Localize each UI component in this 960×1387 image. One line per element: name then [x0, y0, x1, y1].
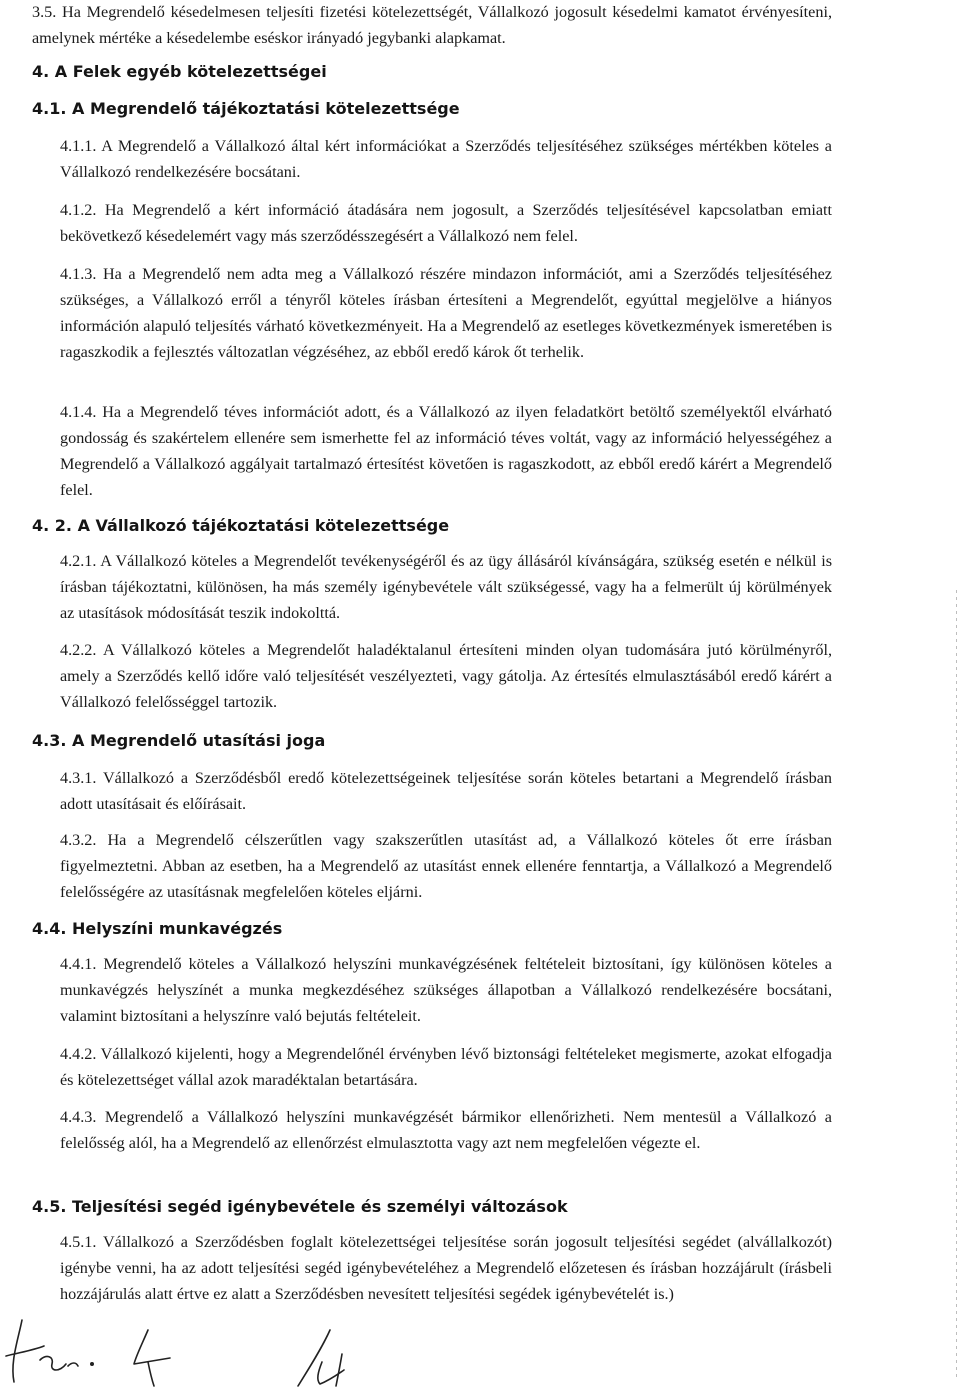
paragraph-4-2-2: 4.2.2. A Vállalkozó köteles a Megrendelőt haladéktalanul értesíteni minden olyan tudomására jutó körülményről, amely a Szerződés kellő időre való teljesítését veszélyezteti, vagy gátolja. Az értesítés elmulasztásából eredő kárért a Vállalkozó felelősséggel tartozik. — [60, 641, 832, 711]
initials-mark — [6, 1320, 93, 1382]
paragraph-4-1-3: 4.1.3. Ha a Megrendelő nem adta meg a Vállalkozó részére mindazon információt, ami a Szerződés teljesítéséhez szükséges, a Vállalkozó erről a tényről köteles írásban értesíteni a Megrendelőt, egyúttal megjelölve a hiányos információn alapuló teljesítés várható következményeit. Ha a Megrendelő az esetleges következmények ismeretében is ragaszkodik a fejlesztés változatlan végzéséhez, az ebből eredő károk őt terhelik. — [60, 265, 832, 361]
paragraph-4-1-1: 4.1.1. A Megrendelő a Vállalkozó által kért információkat a Szerződés teljesítéséhez szükséges mértékben köteles a Vállalkozó rendelkezésére bocsátani. — [60, 137, 832, 181]
heading-4-2: 4. 2. A Vállalkozó tájékoztatási kötelezettsége — [32, 516, 450, 535]
paragraph-4-1-2: 4.1.2. Ha Megrendelő a kért információ átadására nem jogosult, a Szerződés teljesítésével kapcsolatban emiatt bekövetkező késedelemért vagy más szerződésszegésért a Vállalkozó nem felel. — [60, 201, 832, 245]
page-number-4 — [134, 1330, 170, 1386]
paragraph-4-2-1: 4.2.1. A Vállalkozó köteles a Megrendelőt tevékenységéről és az ügy állásáról kívánságára, szükség esetén e nélkül is írásban tájékoztatni, különösen, ha más személy igénybevétele vált szükségessé, vagy ha a felmerült új körülmények az utasítások módosítását teszik indokolttá. — [60, 552, 832, 622]
handwritten-signature — [0, 1300, 420, 1387]
paragraph-4-3-2: 4.3.2. Ha a Megrendelő célszerűtlen vagy szakszerűtlen utasítást ad, a Vállalkozó köteles őt erre írásban figyelmeztetni. Abban az esetben, ha a Megrendelő az utasítást ennek ellenére fenntartja, a Vállalkozó a Megrendelő felelősségére az utasításnak megfelelően köteles eljárni. — [60, 831, 832, 901]
heading-4-5: 4.5. Teljesítési segéd igénybevétele és személyi változások — [32, 1197, 568, 1216]
paragraph-4-1-4: 4.1.4. Ha a Megrendelő téves információt adott, és a Vállalkozó az ilyen feladatkört betöltő személyektől elvárható gondosság és szakértelem ellenére sem ismerhette fel az információ téves voltát, vagy az információ helyességéhez a Megrendelő a Vállalkozó aggályait tartalmazó értesítést követően is ragaszkodott, az ebből eredő kárért a Megrendelő felel. — [60, 403, 832, 499]
heading-4-3: 4.3. A Megrendelő utasítási joga — [32, 731, 326, 750]
paragraph-4-3-1: 4.3.1. Vállalkozó a Szerződésből eredő kötelezettségeinek teljesítése során köteles betartani a Megrendelő írásban adott utasításait és előírásait. — [60, 769, 832, 813]
heading-4: 4. A Felek egyéb kötelezettségei — [32, 62, 327, 81]
heading-4-1: 4.1. A Megrendelő tájékoztatási kötelezettsége — [32, 99, 460, 118]
paragraph-4-4-1: 4.4.1. Megrendelő köteles a Vállalkozó helyszíni munkavégzésének feltételeit biztosítani, így különösen köteles a munkavégzés helyszínét a munka megkezdéséhez szükséges állapotban a Vállalkozó rendelkezésére bocsátani, valamint biztosítani a helyszínre való bejutás feltételeit. — [60, 955, 832, 1025]
paragraph-3-5: 3.5. Ha Megrendelő késedelmesen teljesíti fizetési kötelezettségét, Vállalkozó jogosult késedelmi kamatot érvényesíteni, amelynek mértéke a késedelembe eséskor irányadó jegybanki alapkamat. — [32, 3, 832, 47]
paragraph-4-5-1: 4.5.1. Vállalkozó a Szerződésben foglalt kötelezettségei teljesítése során jogosult teljesítési segédet (alvállalkozót) igénybe venni, ha az adott teljesítési segéd igénybevételéhez a Megrendelő előzetesen és írásban hozzájárult (írásbeli hozzájárulás alatt értve ez alatt a Szerződésben nevesített teljesítési segédek igénybevételét is.) — [60, 1233, 832, 1303]
paragraph-4-4-2: 4.4.2. Vállalkozó kijelenti, hogy a Megrendelőnél érvényben lévő biztonsági feltételeket megismerte, azokat elfogadja és kötelezettséget vállal azok maradéktalan betartására. — [60, 1045, 832, 1089]
heading-4-4: 4.4. Helyszíni munkavégzés — [32, 919, 283, 938]
paragraph-4-4-3: 4.4.3. Megrendelő a Vállalkozó helyszíni munkavégzését bármikor ellenőrizheti. Nem mentesül a Vállalkozó a felelősség alól, ha a Megrendelő az ellenőrzést elmulasztotta vagy azt nem megfelelően végezte el. — [60, 1108, 832, 1152]
page-edge-line — [956, 590, 957, 1380]
page-number-14 — [298, 1330, 344, 1386]
